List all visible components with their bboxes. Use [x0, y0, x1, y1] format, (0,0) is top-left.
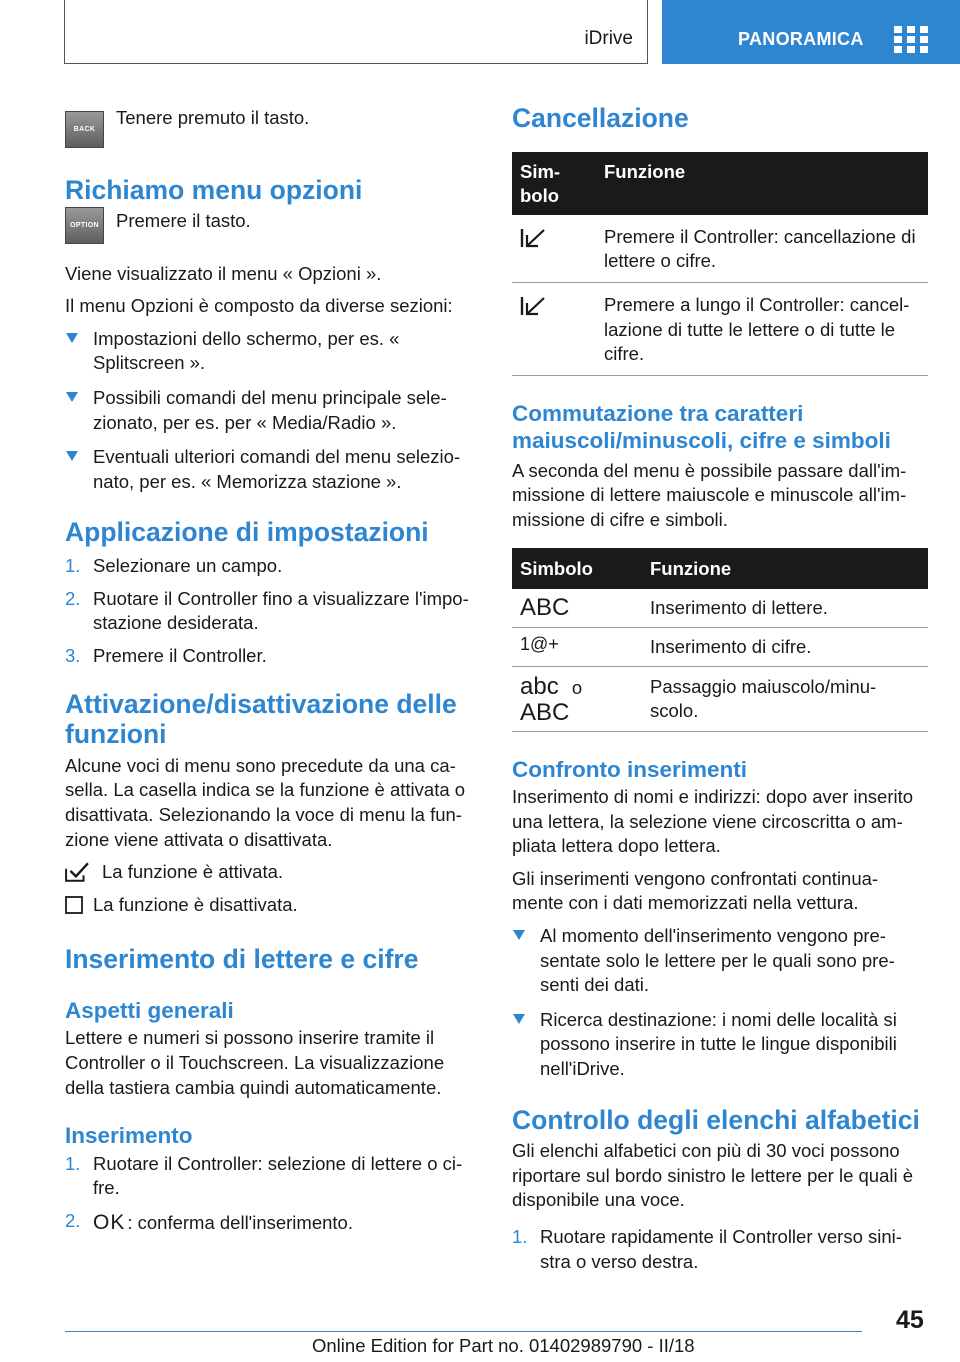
left-column [65, 98, 477, 1237]
symbol-table-header-function: Funzione [642, 548, 928, 589]
table-row [512, 666, 928, 731]
header-section-title: iDrive [584, 27, 633, 49]
apply-step-2: 2. Ruotare il Controller fino a visualizzare l'impo‐stazione desiderata. [65, 587, 469, 634]
checkbox-unchecked-icon [65, 896, 83, 914]
delete-arrow-icon [520, 296, 546, 316]
alpha-step-1: 1. Ruotare rapidamente il Controller verso sini‐stra o verso destra. [512, 1226, 902, 1272]
options-paragraph-1: Viene visualizzato il menu « Opzioni ». [65, 262, 382, 284]
unchecked-text: La funzione è disattivata. [93, 893, 298, 915]
checked-text: La funzione è attivata. [102, 861, 284, 883]
options-bullet-3: Eventuali ulteriori comandi del menu selezio‐nato, per es. « Memorizza stazione ». [65, 445, 477, 494]
symbol-table-header-symbol: Simbolo [512, 548, 642, 589]
apply-step-3: 3. Premere il Controller. [65, 644, 267, 666]
compare-bullet-2: Ricerca destinazione: i nomi delle località si possono inserire in tutte le lingue disponibili nell'iDrive. [512, 1008, 928, 1082]
entry-step-2: 2. OK : conferma dell'inserimento. [65, 1209, 353, 1234]
heading-toggle-functions: Attivazione/disattivazione delle funzioni [65, 689, 457, 750]
unchecked-line [65, 893, 477, 918]
delete-row-2-text: Premere a lungo il Controller: cancel‐lazione di tutte le lettere o di tutte le cifre. [598, 282, 928, 375]
abc-uppercase-icon: ABC [520, 698, 570, 726]
options-bullet-1: Impostazioni dello schermo, per es. « Splitscreen ». [65, 327, 477, 376]
table-row [512, 215, 928, 283]
bullet-triangle-icon [66, 451, 78, 461]
alphabetic-paragraph: Gli elenchi alfabetici con più di 30 voci possono riportare sul bordo sinistro le lettere per le quali è disponibile una voce. [512, 1140, 914, 1211]
heading-compare: Confronto inserimenti [512, 756, 747, 782]
case-switch-paragraph: A seconda del menu è possibile passare dall'im‐missione di lettere maiuscole e minuscole all'im‐missione di cifre e simboli. [512, 459, 907, 530]
compare-paragraph-2: Gli inserimenti vengono confrontati continua‐mente con i dati memorizzati nella vettura. [512, 867, 879, 914]
or-text: o [571, 676, 583, 698]
symbol-table [512, 548, 928, 731]
symbol-row-1-text: Inserimento di lettere. [642, 589, 928, 627]
heading-input-letters: Inserimento di lettere e cifre [65, 944, 419, 975]
page-number: 45 [896, 1306, 924, 1334]
heading-apply-settings: Applicazione di impostazioni [65, 517, 429, 548]
options-paragraph-2: Il menu Opzioni è composto da diverse sezioni: [65, 295, 453, 317]
checkbox-checked-icon [65, 862, 89, 882]
options-bullet-2: Possibili comandi del menu principale sele‐zionato, per es. per « Media/Radio ». [65, 386, 477, 435]
overview-tab[interactable] [662, 0, 960, 64]
header-section-box [64, 0, 648, 64]
entry-step-1: 1. Ruotare il Controller: selezione di lettere o ci‐fre. [65, 1152, 463, 1199]
table-row [512, 589, 928, 627]
toggle-paragraph: Alcune voci di menu sono precedute da una ca‐sella. La casella indica se la funzione è attivata o disattivata. Selezionando la voce di menu la fun‐zione viene attivata o disattivata. [65, 754, 466, 850]
compare-paragraph-1: Inserimento di nomi e indirizzi: dopo aver inserito una lettera, la selezione viene circoscritta o am‐pliata lettera dopo lettera. [512, 786, 914, 857]
back-key-icon: BACK [65, 111, 104, 148]
back-key-line [65, 98, 477, 150]
heading-alphabetic-lists: Controllo degli elenchi alfabetici [512, 1104, 920, 1135]
abc-lowercase-icon: abc [520, 672, 559, 700]
numbers-symbols-icon: 1@+ [520, 634, 559, 655]
abc-uppercase-icon: ABC [520, 594, 570, 622]
symbol-row-3-text: Passaggio maiuscolo/minu‐scolo. [642, 666, 928, 731]
apply-step-1: 1. Selezionare un campo. [65, 555, 283, 577]
table-row [512, 628, 928, 667]
checked-line [65, 860, 477, 885]
compare-bullet-1: Al momento dell'inserimento vengono pre‐sentate solo le lettere per le quali sono pre‐senti dei dati. [512, 924, 928, 998]
heading-general: Aspetti generali [65, 998, 234, 1024]
heading-case-switch: Commutazione tra caratteri maiuscoli/minuscoli, cifre e simboli [512, 400, 891, 454]
heading-delete: Cancellazione [512, 103, 689, 133]
delete-arrow-icon [520, 228, 546, 248]
delete-table-header-function: Funzione [598, 152, 928, 215]
option-key-text: Premere il tasto. [116, 209, 251, 231]
grid-icon [894, 26, 928, 53]
bullet-triangle-icon [513, 930, 525, 940]
ok-icon: OK [93, 1210, 126, 1234]
delete-table-header-symbol: Sim‐bolo [512, 152, 598, 215]
footer-divider [65, 1331, 862, 1332]
delete-row-1-text: Premere il Controller: cancellazione di lettere o cifre. [598, 215, 928, 283]
bullet-triangle-icon [513, 1014, 525, 1024]
right-column [512, 98, 928, 1274]
table-row [512, 282, 928, 375]
bullet-triangle-icon [66, 333, 78, 343]
delete-table [512, 152, 928, 376]
overview-tab-label: PANORAMICA [738, 29, 864, 50]
symbol-row-2-text: Inserimento di cifre. [642, 628, 928, 667]
general-paragraph: Lettere e numeri si possono inserire tramite il Controller o il Touchscreen. La visualizzazione della tastiera cambia quindi automaticamente. [65, 1027, 445, 1098]
back-key-text: Tenere premuto il tasto. [116, 107, 310, 128]
bullet-triangle-icon [66, 392, 78, 402]
heading-entry: Inserimento [65, 1123, 193, 1149]
heading-options-menu: Richiamo menu opzioni [65, 175, 363, 205]
footer-edition: Online Edition for Part no. 01402989790 - II/18 [312, 1335, 695, 1356]
option-key-line [65, 206, 477, 258]
option-key-icon: OPTION [65, 207, 104, 244]
